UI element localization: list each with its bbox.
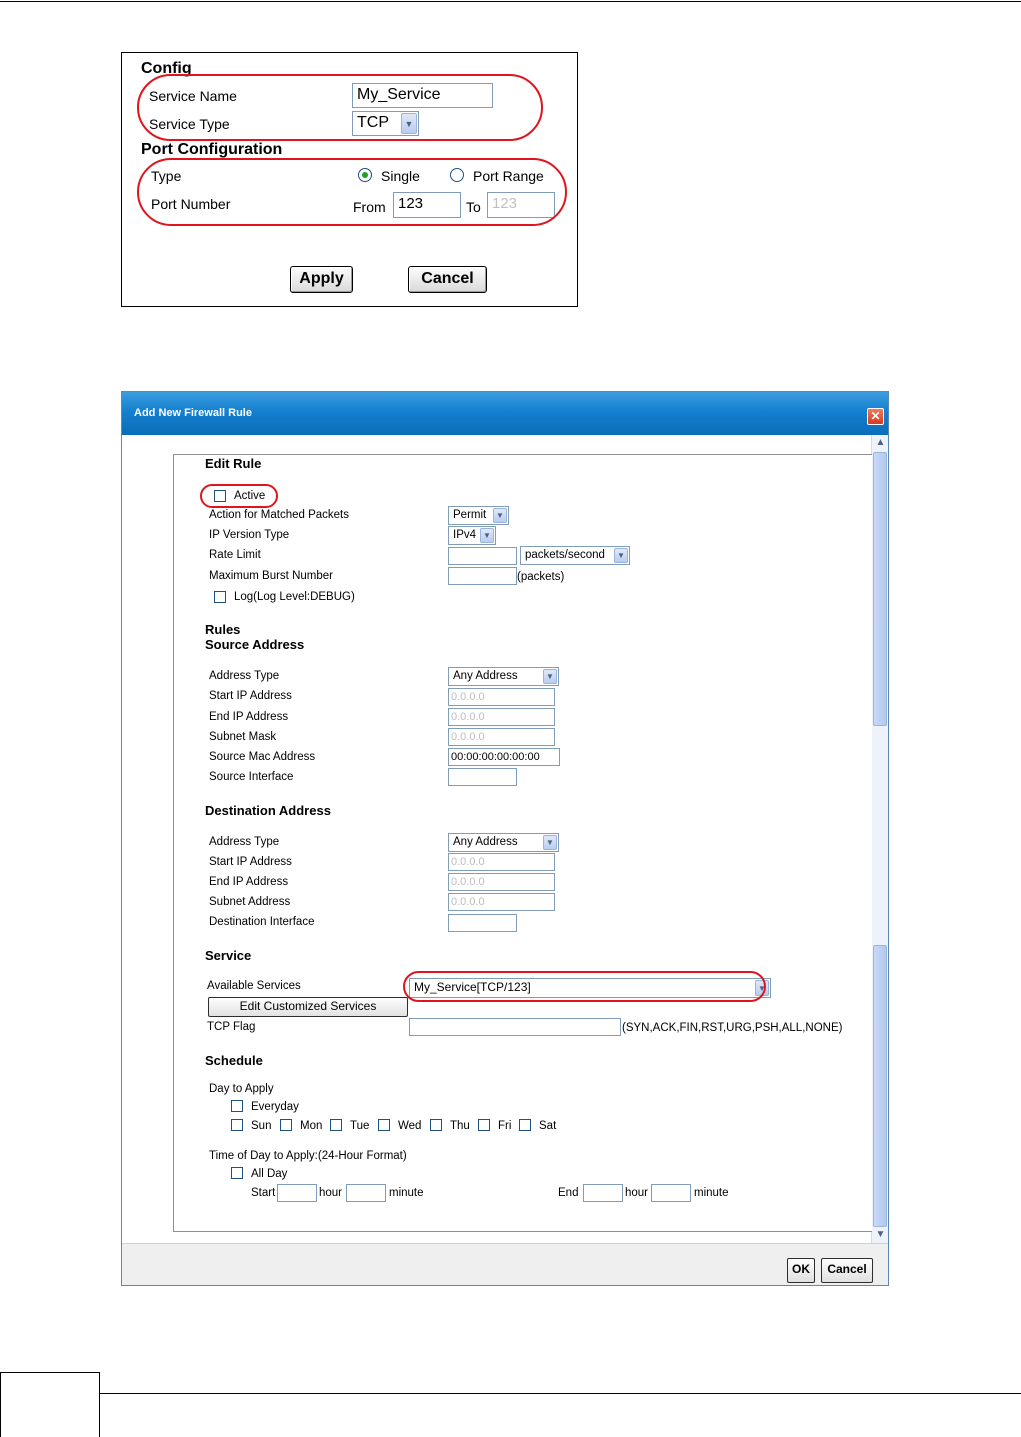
to-label: To	[466, 199, 481, 215]
day-thu-checkbox[interactable]	[430, 1119, 442, 1131]
service-type-label: Service Type	[149, 116, 230, 132]
add-firewall-rule-dialog	[121, 391, 889, 1286]
day-tue-checkbox[interactable]	[330, 1119, 342, 1131]
type-label: Type	[151, 168, 182, 184]
src-mac-label: Source Mac Address	[209, 751, 316, 763]
radio-single-label: Single	[381, 168, 420, 184]
rate-limit-unit-select[interactable]	[520, 546, 630, 565]
active-checkbox[interactable]	[214, 490, 226, 502]
day-to-apply-label: Day to Apply	[209, 1083, 274, 1095]
day-wed-checkbox[interactable]	[378, 1119, 390, 1131]
tcp-flag-input[interactable]	[409, 1018, 621, 1036]
service-type-value: TCP	[357, 114, 389, 131]
source-address-heading: Source Address	[205, 637, 305, 652]
ip-version-select[interactable]	[448, 526, 496, 545]
available-services-label: Available Services	[207, 980, 301, 992]
active-label: Active	[234, 490, 266, 502]
log-checkbox[interactable]	[214, 591, 226, 603]
max-burst-label: Maximum Burst Number	[209, 570, 333, 582]
src-end-ip-input[interactable]: 0.0.0.0	[448, 708, 555, 726]
start-hour-input[interactable]	[277, 1184, 317, 1202]
dst-subnet-label: Subnet Address	[209, 896, 291, 908]
cancel-button[interactable]: Cancel	[408, 266, 487, 293]
chevron-down-icon: ▼	[480, 528, 494, 543]
log-label: Log(Log Level:DEBUG)	[234, 591, 355, 603]
close-icon[interactable]: ✕	[867, 408, 884, 425]
tcp-flag-label: TCP Flag	[207, 1021, 256, 1033]
day-fri-checkbox[interactable]	[478, 1119, 490, 1131]
radio-selected-dot	[362, 172, 368, 178]
src-address-type-value: Any Address	[453, 670, 518, 682]
chevron-down-icon: ▼	[493, 508, 507, 523]
max-burst-input[interactable]	[448, 567, 517, 585]
dst-interface-input[interactable]	[448, 914, 517, 932]
end-minute-input[interactable]	[651, 1184, 691, 1202]
start-minute-label: minute	[389, 1187, 424, 1199]
dst-address-type-value: Any Address	[453, 836, 518, 848]
day-thu-label: Thu	[450, 1120, 470, 1132]
service-type-select[interactable]	[352, 111, 419, 136]
ip-version-label: IP Version Type	[209, 529, 290, 541]
tcp-flag-hint: (SYN,ACK,FIN,RST,URG,PSH,ALL,NONE)	[622, 1022, 843, 1034]
everyday-label: Everyday	[251, 1101, 299, 1113]
radio-port-range[interactable]	[450, 168, 464, 182]
src-end-ip-label: End IP Address	[209, 711, 289, 723]
radio-port-range-label: Port Range	[473, 168, 544, 184]
rules-heading: Rules	[205, 622, 241, 637]
src-address-type-label: Address Type	[209, 670, 280, 682]
end-hour-label: hour	[625, 1187, 649, 1199]
day-sat-checkbox[interactable]	[519, 1119, 531, 1131]
apply-button[interactable]: Apply	[290, 266, 353, 293]
chevron-down-icon: ▼	[614, 548, 628, 563]
available-services-select[interactable]	[409, 978, 771, 998]
rate-limit-label: Rate Limit	[209, 549, 261, 561]
schedule-heading: Schedule	[205, 1053, 263, 1068]
day-mon-checkbox[interactable]	[280, 1119, 292, 1131]
dst-start-ip-input[interactable]: 0.0.0.0	[448, 853, 555, 871]
destination-address-heading: Destination Address	[205, 803, 331, 818]
src-interface-input[interactable]	[448, 768, 517, 786]
config-heading: Config	[141, 60, 192, 77]
day-fri-label: Fri	[498, 1120, 512, 1132]
dst-end-ip-label: End IP Address	[209, 876, 289, 888]
all-day-checkbox[interactable]	[231, 1167, 243, 1179]
port-number-label: Port Number	[151, 196, 231, 212]
src-subnet-input[interactable]: 0.0.0.0	[448, 728, 555, 746]
chevron-down-icon: ▼	[755, 980, 769, 996]
dialog-title-bar	[122, 392, 888, 435]
port-config-heading: Port Configuration	[141, 141, 283, 158]
src-subnet-label: Subnet Mask	[209, 731, 277, 743]
dst-address-type-label: Address Type	[209, 836, 280, 848]
chevron-down-icon: ▼	[401, 113, 417, 134]
src-interface-label: Source Interface	[209, 771, 294, 783]
dst-interface-label: Destination Interface	[209, 916, 315, 928]
dialog-title: Add New Firewall Rule	[134, 407, 252, 419]
max-burst-unit: (packets)	[517, 571, 565, 583]
rule-form	[173, 454, 872, 1232]
dialog-cancel-button[interactable]: Cancel	[821, 1258, 873, 1283]
start-minute-input[interactable]	[346, 1184, 386, 1202]
vertical-scrollbar[interactable]	[871, 435, 888, 1243]
src-start-ip-label: Start IP Address	[209, 690, 292, 702]
service-config-panel	[121, 52, 578, 307]
scrollbar-thumb-upper[interactable]	[873, 452, 887, 726]
day-wed-label: Wed	[398, 1120, 422, 1132]
service-name-label: Service Name	[149, 88, 237, 104]
edit-customized-services-button[interactable]: Edit Customized Services	[208, 997, 408, 1017]
action-select[interactable]	[448, 506, 509, 525]
port-from-input[interactable]: 123	[393, 192, 461, 218]
chevron-down-icon: ▼	[543, 669, 557, 684]
all-day-label: All Day	[251, 1168, 288, 1180]
end-label: End	[558, 1187, 579, 1199]
day-sat-label: Sat	[539, 1120, 557, 1132]
start-label: Start	[251, 1187, 276, 1199]
scroll-down-icon[interactable]: ▼	[875, 1229, 886, 1240]
rate-limit-input[interactable]	[448, 547, 517, 565]
start-hour-label: hour	[319, 1187, 343, 1199]
chevron-down-icon: ▼	[543, 835, 557, 850]
page-footer-rule	[0, 1393, 1021, 1394]
scroll-up-icon[interactable]: ▲	[875, 437, 886, 448]
end-minute-label: minute	[694, 1187, 729, 1199]
end-hour-input[interactable]	[583, 1184, 623, 1202]
ok-button[interactable]: OK	[787, 1258, 815, 1283]
day-sun-checkbox[interactable]	[231, 1119, 243, 1131]
scrollbar-thumb-lower[interactable]	[873, 945, 887, 1227]
src-start-ip-input[interactable]: 0.0.0.0	[448, 688, 555, 706]
dst-subnet-input[interactable]: 0.0.0.0	[448, 893, 555, 911]
dst-address-type-select[interactable]	[448, 833, 559, 852]
dialog-scroll-area	[122, 435, 888, 1243]
ip-version-value: IPv4	[453, 529, 477, 541]
port-to-input[interactable]: 123	[487, 192, 555, 218]
day-sun-label: Sun	[251, 1120, 272, 1132]
radio-single[interactable]	[358, 168, 372, 182]
page-top-rule	[0, 1, 1021, 2]
available-services-value: My_Service[TCP/123]	[414, 980, 531, 994]
dst-start-ip-label: Start IP Address	[209, 856, 292, 868]
time-of-day-label: Time of Day to Apply:(24-Hour Format)	[209, 1150, 407, 1162]
src-address-type-select[interactable]	[448, 667, 559, 686]
day-mon-label: Mon	[300, 1120, 323, 1132]
dialog-footer	[122, 1243, 888, 1285]
service-name-input[interactable]: My_Service	[352, 83, 493, 108]
dst-end-ip-input[interactable]: 0.0.0.0	[448, 873, 555, 891]
edit-rule-heading: Edit Rule	[205, 456, 262, 471]
src-mac-input[interactable]: 00:00:00:00:00:00	[448, 748, 560, 766]
everyday-checkbox[interactable]	[231, 1100, 243, 1112]
page-number-tab	[0, 1372, 100, 1437]
service-heading: Service	[205, 948, 252, 963]
from-label: From	[353, 199, 386, 215]
rate-limit-unit-value: packets/second	[525, 549, 605, 561]
action-label: Action for Matched Packets	[209, 509, 349, 521]
action-value: Permit	[453, 509, 487, 521]
day-tue-label: Tue	[350, 1120, 370, 1132]
